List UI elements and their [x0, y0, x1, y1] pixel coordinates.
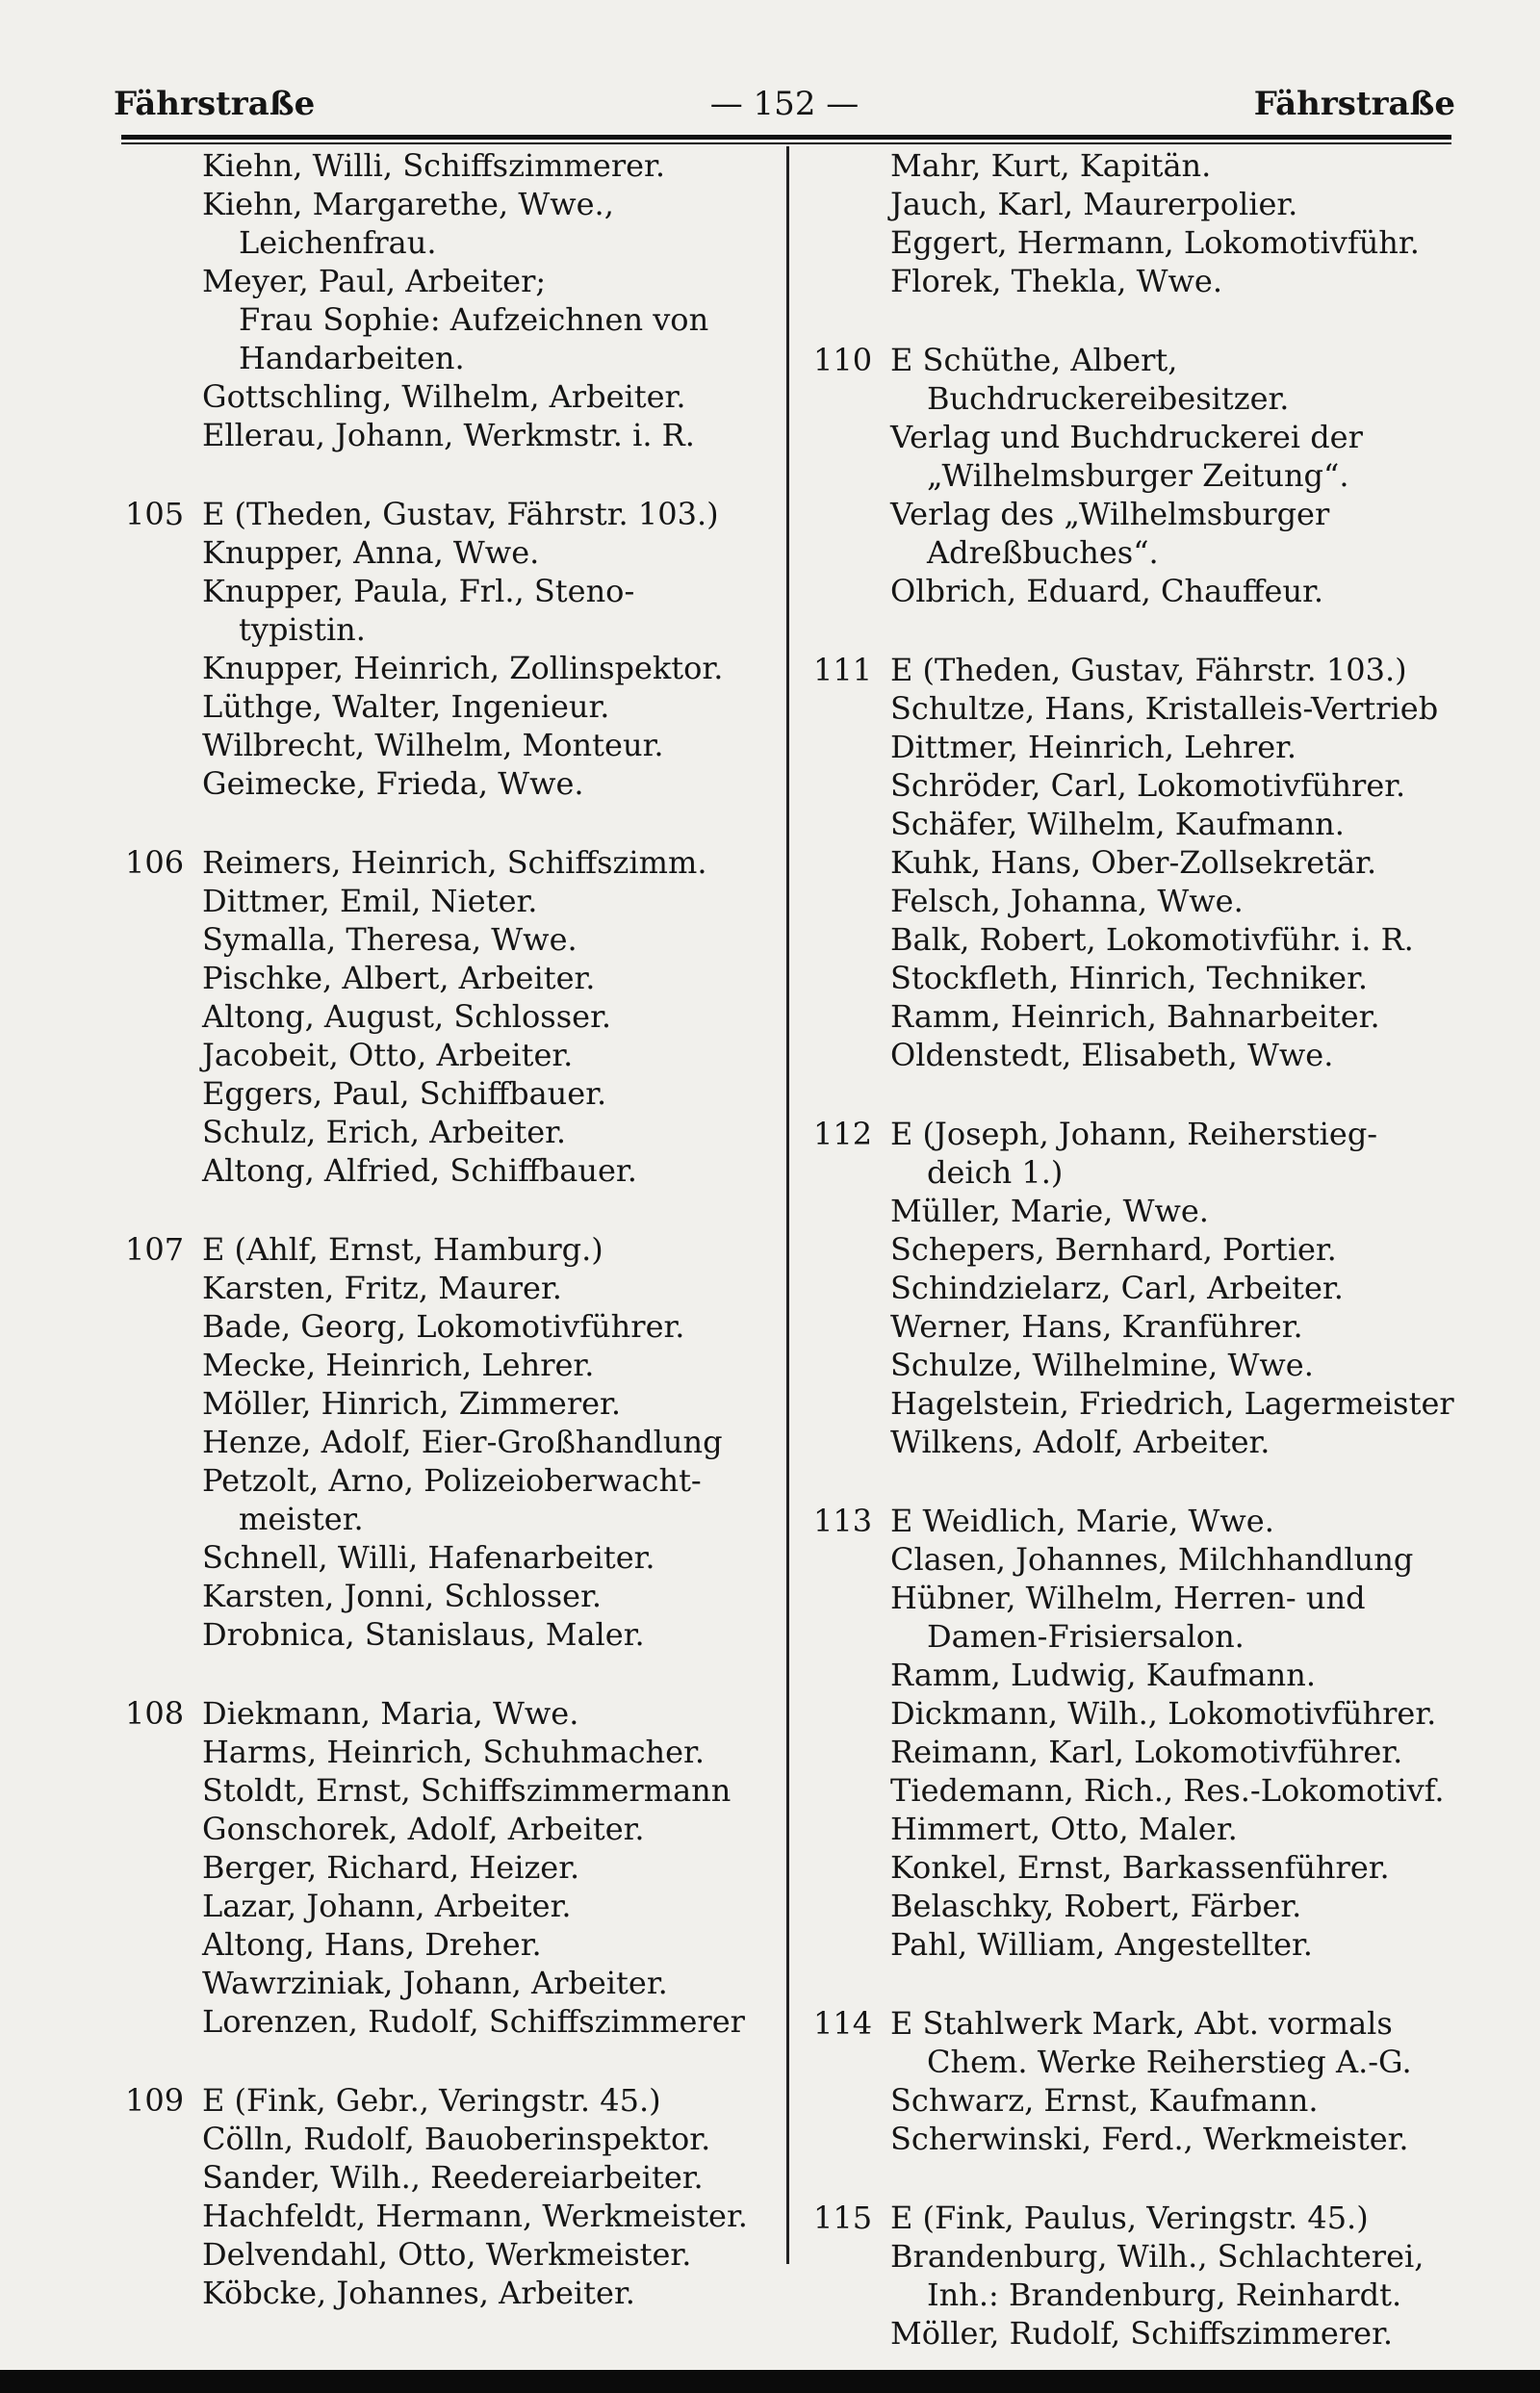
resident-line: [125, 1036, 760, 1074]
resident-text: Karsten, Jonni, Schlosser.: [202, 1578, 603, 1614]
resident-line: [125, 1151, 760, 1190]
resident-text: Schepers, Bernhard, Portier.: [890, 1231, 1337, 1268]
resident-text: Hagelstein, Friedrich, Lagermeister: [890, 1385, 1454, 1422]
resident-line: [125, 1964, 760, 2002]
resident-line: [813, 1423, 1449, 1461]
resident-text: E Weidlich, Marie, Wwe.: [890, 1503, 1274, 1539]
resident-line: [813, 651, 1449, 689]
house-number: 111: [813, 652, 873, 688]
resident-text: Dickmann, Wilh., Lokomotivführer.: [890, 1695, 1437, 1732]
house-number: 107: [125, 1231, 185, 1268]
resident-text: Frau Sophie: Aufzeichnen von: [239, 301, 709, 338]
resident-text: Lazar, Johann, Arbeiter.: [202, 1888, 572, 1924]
house-entry: [813, 341, 1449, 610]
house-entry: [125, 843, 760, 1190]
resident-text: Berger, Richard, Heizer.: [202, 1849, 580, 1886]
resident-text: Knupper, Paula, Frl., Steno-: [202, 573, 635, 609]
resident-text: Symalla, Theresa, Wwe.: [202, 921, 578, 958]
resident-line: [813, 1269, 1449, 1307]
resident-line: [125, 997, 760, 1036]
resident-text: Reimers, Heinrich, Schiffszimm.: [202, 844, 707, 881]
resident-text: Felsch, Johanna, Wwe.: [890, 883, 1244, 919]
resident-line: [813, 1540, 1449, 1579]
resident-text: Petzolt, Arno, Polizeioberwacht-: [202, 1462, 702, 1499]
resident-line: [125, 726, 760, 764]
resident-text: Leichenfrau.: [239, 224, 437, 261]
resident-text: Stoldt, Ernst, Schiffszimmermann: [202, 1772, 732, 1809]
resident-text: Kuhk, Hans, Ober-Zollsekretär.: [890, 844, 1377, 881]
resident-line: [813, 1036, 1449, 1074]
resident-line: [813, 882, 1449, 920]
resident-line: [125, 146, 760, 185]
resident-line: [813, 805, 1449, 843]
resident-text: Clasen, Johannes, Milchhandlung: [890, 1541, 1414, 1578]
resident-line: [813, 2237, 1449, 2276]
resident-text: E (Joseph, Johann, Reiherstieg-: [890, 1116, 1378, 1152]
resident-line: [125, 1307, 760, 1346]
resident-line: [125, 1269, 760, 1307]
house-entry: [813, 2199, 1449, 2353]
resident-text: Schnell, Willi, Hafenarbeiter.: [202, 1539, 655, 1576]
house-number: 108: [125, 1695, 185, 1732]
resident-line: [813, 1307, 1449, 1346]
resident-line: [125, 2235, 760, 2274]
resident-text: Wilbrecht, Wilhelm, Monteur.: [202, 727, 664, 763]
resident-line: [125, 1384, 760, 1423]
right-column: [813, 146, 1454, 2393]
resident-line: [125, 1230, 760, 1269]
resident-text: Eggert, Hermann, Lokomotivführ.: [890, 224, 1420, 261]
resident-line: [813, 1733, 1449, 1771]
resident-text: Konkel, Ernst, Barkassenführer.: [890, 1849, 1390, 1886]
resident-line: [125, 843, 760, 882]
resident-text: Oldenstedt, Elisabeth, Wwe.: [890, 1037, 1334, 1073]
house-number: 112: [813, 1116, 873, 1152]
resident-text: Wawrziniak, Johann, Arbeiter.: [202, 1965, 668, 2001]
resident-text: Reimann, Karl, Lokomotivführer.: [890, 1734, 1403, 1770]
resident-text: Damen-Frisiersalon.: [927, 1618, 1245, 1655]
resident-line: [125, 1538, 760, 1577]
header-street-right: Fährstraße: [1253, 85, 1455, 123]
resident-line: [125, 2002, 760, 2041]
resident-line: [813, 1115, 1449, 1153]
resident-text: Wilkens, Adolf, Arbeiter.: [890, 1424, 1270, 1460]
resident-line: [813, 997, 1449, 1036]
house-entry: [125, 1694, 760, 2041]
resident-line: [813, 262, 1449, 300]
resident-text: Buchdruckereibesitzer.: [927, 380, 1290, 417]
resident-text: E (Theden, Gustav, Fährstr. 103.): [202, 496, 719, 532]
resident-line: [813, 185, 1449, 223]
resident-text: Pischke, Albert, Arbeiter.: [202, 960, 596, 996]
resident-line: [813, 2004, 1449, 2043]
resident-line-continuation: [125, 223, 760, 262]
resident-text: E (Fink, Gebr., Veringstr. 45.): [202, 2082, 661, 2119]
resident-text: Lorenzen, Rudolf, Schiffszimmerer: [202, 2003, 745, 2040]
resident-line: [813, 1502, 1449, 1540]
resident-text: Cölln, Rudolf, Bauoberinspektor.: [202, 2121, 711, 2157]
resident-text: typistin.: [239, 611, 366, 648]
resident-line: [813, 959, 1449, 997]
resident-line-continuation: [125, 610, 760, 649]
resident-line: [125, 2158, 760, 2197]
house-entry: [813, 651, 1449, 1074]
resident-text: Schindzielarz, Carl, Arbeiter.: [890, 1270, 1344, 1306]
resident-line-continuation: [125, 1500, 760, 1538]
resident-line: [813, 2314, 1449, 2353]
resident-line: [125, 1733, 760, 1771]
resident-line-continuation: [125, 300, 760, 339]
resident-line: [813, 843, 1449, 882]
resident-line: [125, 262, 760, 300]
resident-line: [125, 495, 760, 533]
resident-text: Balk, Robert, Lokomotivführ. i. R.: [890, 921, 1414, 958]
resident-line-continuation: [813, 379, 1449, 418]
resident-line-continuation: [813, 1153, 1449, 1192]
resident-line: [813, 1887, 1449, 1925]
resident-line: [125, 533, 760, 572]
resident-line: [125, 2197, 760, 2235]
resident-text: Harms, Heinrich, Schuhmacher.: [202, 1734, 705, 1770]
resident-text: Schäfer, Wilhelm, Kaufmann.: [890, 806, 1345, 842]
resident-line: [813, 920, 1449, 959]
resident-text: Drobnica, Stanislaus, Maler.: [202, 1616, 645, 1653]
house-entry: [813, 2004, 1449, 2158]
house-entry: [813, 1502, 1449, 1964]
resident-text: Stockfleth, Hinrich, Techniker.: [890, 960, 1369, 996]
resident-text: Lüthge, Walter, Ingenieur.: [202, 688, 610, 725]
resident-text: Knupper, Heinrich, Zollinspektor.: [202, 650, 724, 686]
resident-text: E (Theden, Gustav, Fährstr. 103.): [890, 652, 1407, 688]
resident-line: [125, 920, 760, 959]
resident-text: Dittmer, Heinrich, Lehrer.: [890, 729, 1297, 765]
resident-text: Gottschling, Wilhelm, Arbeiter.: [202, 378, 686, 415]
resident-line: [125, 1848, 760, 1887]
resident-line-continuation: [813, 2043, 1449, 2081]
header-rule-thin: [121, 142, 1451, 144]
resident-text: Möller, Hinrich, Zimmerer.: [202, 1385, 621, 1422]
resident-line: [125, 882, 760, 920]
resident-line-continuation: [813, 1617, 1449, 1656]
resident-line: [125, 377, 760, 416]
resident-text: Jacobeit, Otto, Arbeiter.: [202, 1037, 574, 1073]
resident-text: Hübner, Wilhelm, Herren- und: [890, 1580, 1366, 1616]
resident-text: E Stahlwerk Mark, Abt. vormals: [890, 2005, 1393, 2042]
page-header: [114, 85, 1455, 133]
house-number: 109: [125, 2082, 185, 2119]
house-entry: [125, 2081, 760, 2312]
resident-line: [125, 185, 760, 223]
resident-line-continuation: [813, 533, 1449, 572]
resident-text: Florek, Thekla, Wwe.: [890, 263, 1222, 299]
resident-text: Scherwinski, Ferd., Werkmeister.: [890, 2121, 1409, 2157]
house-number: 114: [813, 2005, 873, 2042]
resident-line: [813, 1656, 1449, 1694]
resident-line: [125, 959, 760, 997]
resident-text: Altong, Hans, Dreher.: [202, 1926, 542, 1963]
resident-line: [813, 1925, 1449, 1964]
header-street-left: Fährstraße: [114, 85, 316, 123]
resident-line-continuation: [125, 339, 760, 377]
resident-text: Dittmer, Emil, Nieter.: [202, 883, 538, 919]
resident-text: Mecke, Heinrich, Lehrer.: [202, 1347, 595, 1383]
resident-text: E (Ahlf, Ernst, Hamburg.): [202, 1231, 603, 1268]
resident-line: [813, 766, 1449, 805]
resident-line: [813, 223, 1449, 262]
resident-text: Verlag des „Wilhelmsburger: [890, 496, 1330, 532]
resident-line: [813, 1230, 1449, 1269]
resident-line: [125, 416, 760, 454]
resident-line-continuation: [813, 456, 1449, 495]
resident-text: Ramm, Ludwig, Kaufmann.: [890, 1657, 1316, 1693]
resident-text: Werner, Hans, Kranführer.: [890, 1308, 1303, 1345]
resident-line: [125, 1925, 760, 1964]
resident-text: „Wilhelmsburger Zeitung“.: [927, 457, 1349, 494]
resident-text: Müller, Marie, Wwe.: [890, 1193, 1209, 1229]
resident-line: [813, 1192, 1449, 1230]
resident-text: Kiehn, Willi, Schiffszimmerer.: [202, 147, 665, 184]
resident-text: Delvendahl, Otto, Werkmeister.: [202, 2236, 692, 2273]
house-number: 110: [813, 342, 873, 378]
resident-text: Schultze, Hans, Kristalleis-Vertrieb: [890, 690, 1439, 727]
resident-text: Chem. Werke Reiherstieg A.-G.: [927, 2044, 1412, 2080]
house-entry: [813, 1115, 1454, 1461]
resident-line-continuation: [813, 2276, 1449, 2314]
resident-line: [813, 1694, 1449, 1733]
resident-line: [125, 2274, 760, 2312]
resident-line: [125, 764, 760, 803]
resident-text: Ramm, Heinrich, Bahnarbeiter.: [890, 998, 1380, 1035]
resident-line: [813, 689, 1449, 728]
resident-text: Pahl, William, Angestellter.: [890, 1926, 1313, 1963]
resident-text: Tiedemann, Rich., Res.-Lokomotivf.: [890, 1772, 1445, 1809]
resident-text: Bade, Georg, Lokomotivführer.: [202, 1308, 685, 1345]
resident-text: Henze, Adolf, Eier-Großhandlung: [202, 1424, 723, 1460]
resident-line: [813, 1346, 1449, 1384]
resident-text: Adreßbuches“.: [927, 534, 1159, 571]
resident-line: [813, 1771, 1449, 1810]
resident-text: Belaschky, Robert, Färber.: [890, 1888, 1302, 1924]
resident-line: [813, 1384, 1454, 1423]
resident-text: Jauch, Karl, Maurerpolier.: [890, 186, 1298, 222]
resident-text: Altong, August, Schlosser.: [202, 998, 612, 1035]
resident-line: [813, 2199, 1449, 2237]
resident-line: [125, 1615, 760, 1654]
left-column: [125, 146, 760, 2353]
column-divider: [786, 146, 789, 2264]
resident-text: Eggers, Paul, Schiffbauer.: [202, 1075, 607, 1112]
resident-text: Ellerau, Johann, Werkmstr. i. R.: [202, 417, 695, 453]
resident-text: Inh.: Brandenburg, Reinhardt.: [927, 2277, 1402, 2313]
resident-text: Himmert, Otto, Maler.: [890, 1811, 1238, 1847]
resident-line: [813, 1848, 1449, 1887]
resident-line: [813, 2081, 1449, 2120]
resident-text: Karsten, Fritz, Maurer.: [202, 1270, 562, 1306]
resident-text: Schulze, Wilhelmine, Wwe.: [890, 1347, 1314, 1383]
resident-text: Gonschorek, Adolf, Arbeiter.: [202, 1811, 645, 1847]
house-entry: [125, 1230, 760, 1654]
resident-line: [125, 1771, 760, 1810]
resident-line: [813, 1579, 1449, 1617]
resident-line: [125, 2081, 760, 2120]
resident-text: E Schüthe, Albert,: [890, 342, 1178, 378]
resident-text: Diekmann, Maria, Wwe.: [202, 1695, 579, 1732]
resident-text: Mahr, Kurt, Kapitän.: [890, 147, 1212, 184]
resident-line: [125, 2120, 760, 2158]
resident-text: Kiehn, Margarethe, Wwe.,: [202, 186, 614, 222]
resident-text: Altong, Alfried, Schiffbauer.: [202, 1152, 637, 1189]
page-number: — 152 —: [709, 85, 860, 123]
resident-text: Hachfeldt, Hermann, Werkmeister.: [202, 2198, 748, 2234]
resident-line: [125, 1346, 760, 1384]
resident-text: meister.: [239, 1501, 364, 1537]
resident-text: Köbcke, Johannes, Arbeiter.: [202, 2275, 635, 2311]
resident-line: [813, 728, 1449, 766]
resident-text: Verlag und Buchdruckerei der: [890, 419, 1363, 455]
resident-line: [813, 495, 1449, 533]
resident-line: [125, 1423, 760, 1461]
house-entry: [813, 146, 1449, 300]
resident-line: [125, 1694, 760, 1733]
resident-line: [813, 572, 1449, 610]
resident-line: [125, 1887, 760, 1925]
header-rule-thick: [121, 135, 1451, 140]
house-number: 105: [125, 496, 185, 532]
resident-line: [125, 572, 760, 610]
resident-line: [125, 1113, 760, 1151]
resident-text: Brandenburg, Wilh., Schlachterei,: [890, 2238, 1424, 2275]
house-number: 106: [125, 844, 185, 881]
resident-text: E (Fink, Paulus, Veringstr. 45.): [890, 2200, 1369, 2236]
resident-text: Schwarz, Ernst, Kaufmann.: [890, 2082, 1319, 2119]
resident-text: Handarbeiten.: [239, 340, 465, 376]
resident-line: [813, 146, 1449, 185]
resident-text: Geimecke, Frieda, Wwe.: [202, 765, 584, 802]
house-entry: [125, 495, 760, 803]
resident-text: Knupper, Anna, Wwe.: [202, 534, 540, 571]
house-number: 115: [813, 2200, 873, 2236]
house-entry: [125, 146, 760, 454]
resident-line: [813, 341, 1449, 379]
resident-text: Meyer, Paul, Arbeiter;: [202, 263, 547, 299]
resident-line: [125, 687, 760, 726]
resident-line: [125, 1074, 760, 1113]
resident-line: [125, 1577, 760, 1615]
resident-line: [125, 1810, 760, 1848]
resident-text: Schröder, Carl, Lokomotivführer.: [890, 767, 1406, 804]
resident-line: [125, 649, 760, 687]
resident-text: Schulz, Erich, Arbeiter.: [202, 1114, 567, 1150]
resident-text: Möller, Rudolf, Schiffszimmerer.: [890, 2315, 1394, 2352]
resident-line: [125, 1461, 760, 1500]
resident-text: Olbrich, Eduard, Chauffeur.: [890, 573, 1324, 609]
house-number: 113: [813, 1503, 873, 1539]
resident-line: [813, 2120, 1449, 2158]
resident-text: Sander, Wilh., Reedereiarbeiter.: [202, 2159, 704, 2196]
resident-line: [813, 1810, 1449, 1848]
resident-line: [813, 418, 1449, 456]
resident-text: deich 1.): [927, 1154, 1064, 1191]
